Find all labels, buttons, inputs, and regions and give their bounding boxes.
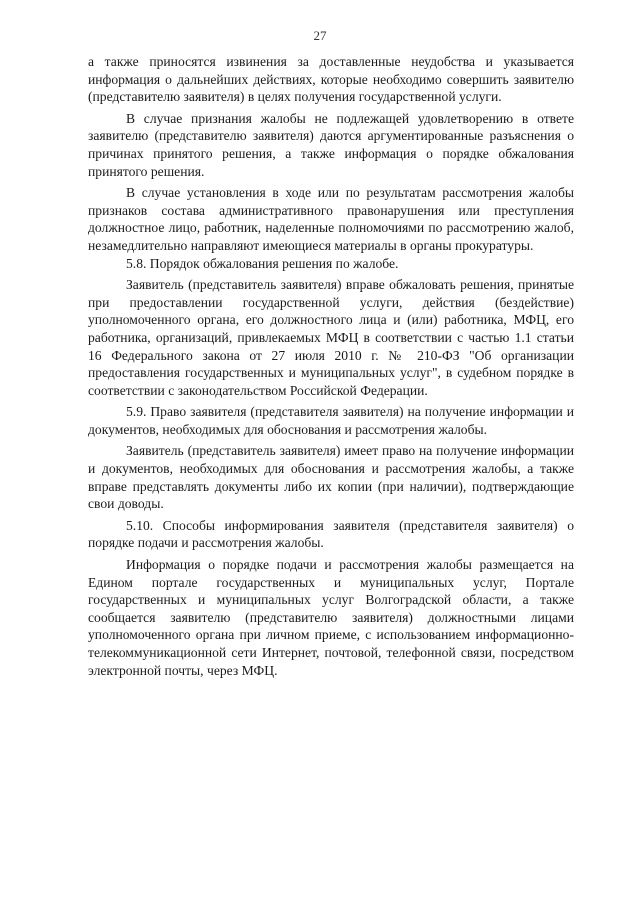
page-number: 27 <box>313 28 327 43</box>
document-body <box>88 53 574 679</box>
section-5-8-heading: 5.8. Порядок обжалования решения по жалобе. <box>126 255 399 271</box>
section-5-10-heading: 5.10. Способы информирования заявителя (представителя заявителя) о порядке подачи и рассмотрения жалобы. <box>88 517 574 551</box>
paragraph-information-channels: Информация о порядке подачи и рассмотрения жалобы размещается на Едином портале государственных и муниципальных услуг, Портале государственных и муниципальных услуг Волгоградской области, а также сообщается заявителю (представителю заявителя) должностными лицами уполномоченного органа при личном приеме, с использованием информационно-телекоммуникационной сети Интернет, почтовой, телефонной связи, посредством электронной почты, через МФЦ. <box>88 557 574 678</box>
paragraph-court-appeal: Заявитель (представитель заявителя) вправе обжаловать решения, принятые при предоставлении государственной услуги, действия (бездействие) уполномоченного органа, его должностного лица и (или) работника, МФЦ, его работника, организаций, привлекаемых МФЦ в соответствии с частью 1.1 статьи 16 Федерального закона от 27 июля 2010 г. № 210-ФЗ "Об организации предоставления государственных и муниципальных услуг", в судебном порядке в соответствии с законодательством Российской Федерации. <box>88 277 574 398</box>
paragraph-right-to-information: Заявитель (представитель заявителя) имеет право на получение информации и документов, необходимых для обоснования и рассмотрения жалобы, а также вправе представлять документы либо их копии (при наличии), подтверждающие свои доводы. <box>88 443 574 512</box>
paragraph-complaint-rejected: В случае признания жалобы не подлежащей удовлетворению в ответе заявителю (представителю заявителя) даются аргументированные разъяснения о причинах принятого решения, а также информация о порядке обжалования принятого решения. <box>88 110 574 179</box>
paragraph-offence-detected: В случае установления в ходе или по результатам рассмотрения жалобы признаков состава административного правонарушения или преступления должностное лицо, работник, наделенные полномочиями по рассмотрению жалоб, незамедлительно направляют имеющиеся материалы в органы прокуратуры. <box>88 185 574 253</box>
section-5-9-heading: 5.9. Право заявителя (представителя заявителя) на получение информации и документов, необходимых для обоснования и рассмотрения жалобы. <box>88 404 574 437</box>
paragraph-apology-continuation: а также приносятся извинения за доставленные неудобства и указывается информация о дальнейших действиях, которые необходимо совершить заявителю (представителю заявителя) в целях получения государственной услуги. <box>88 54 574 105</box>
